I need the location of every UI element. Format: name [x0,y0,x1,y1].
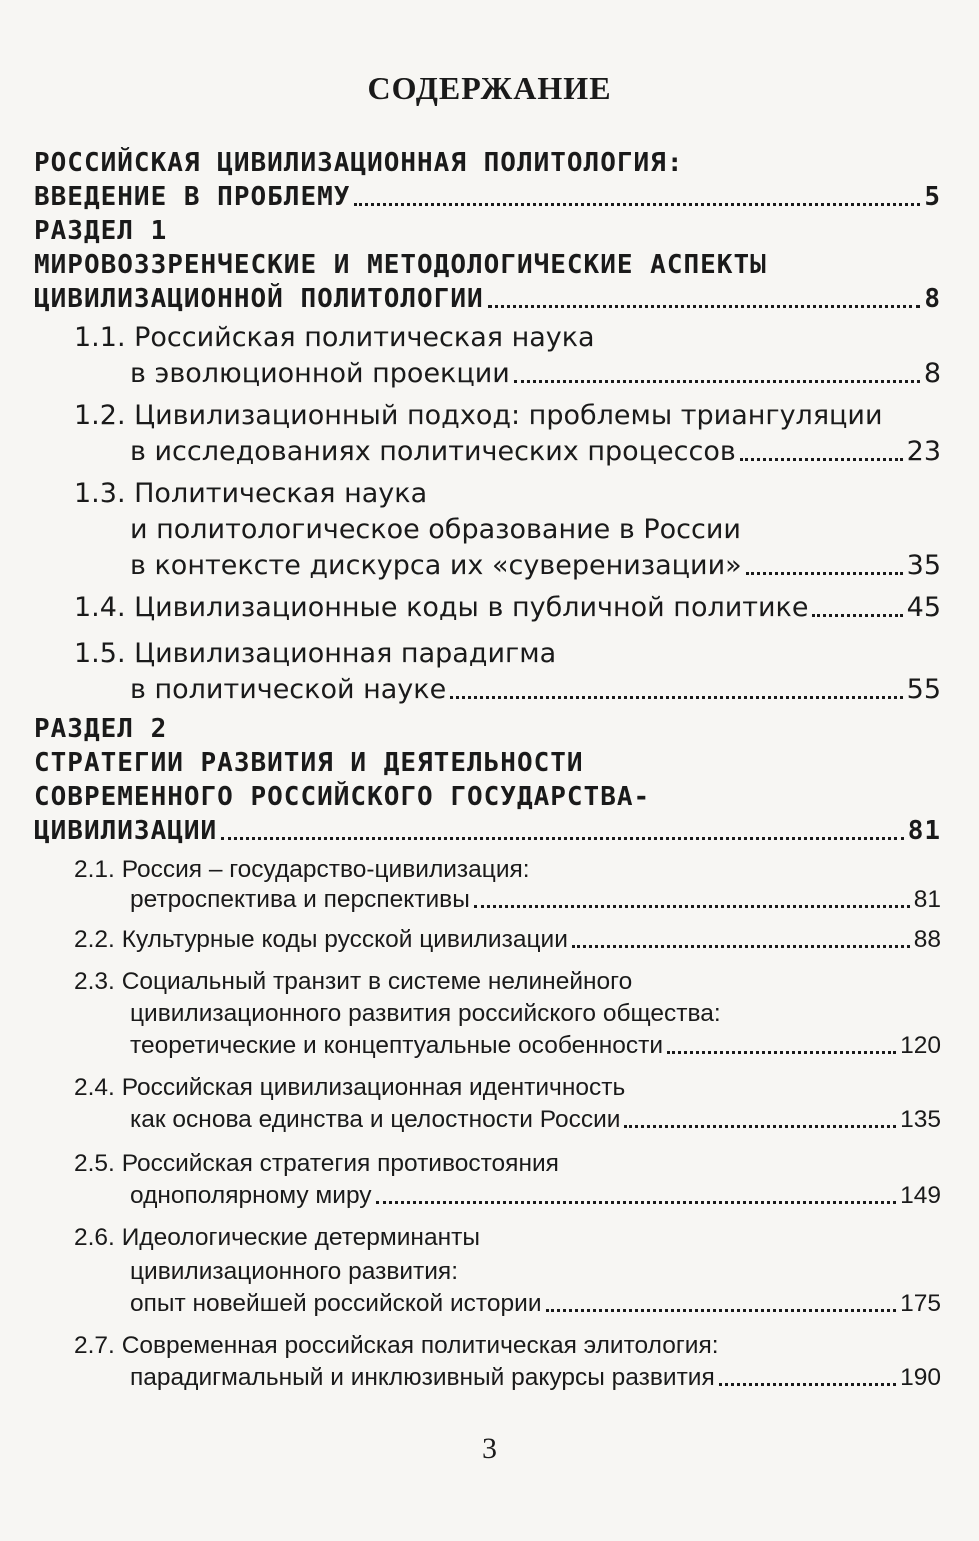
leader-dots [450,695,902,699]
leader-dots [376,1200,897,1204]
page-ref: 135 [900,1106,941,1133]
toc-item-2-6-line-3: опыт новейшей российской истории 175 [130,1290,941,1317]
toc-item-2-2: 2.2. Культурные коды русской цивилизации 88 [74,926,941,953]
page-title: СОДЕРЖАНИЕ [367,70,612,106]
toc-item-2-3-line-3: теоретические и концептуальные особенности 120 [130,1032,941,1059]
toc-item-2-7-cont: парадигмальный и инклюзивный ракурсы развития 190 [130,1364,941,1391]
page-ref: 5 [924,182,941,212]
toc-item-2-6: 2.6. Идеологические детерминанты [74,1224,480,1251]
leader-dots [719,1382,896,1386]
intro-line-2: ВВЕДЕНИЕ В ПРОБЛЕМУ 5 [34,182,941,212]
toc-item-2-5-cont: однополярному миру 149 [130,1182,941,1209]
toc-item-2-1-cont: ретроспектива и перспективы 81 [130,886,941,913]
section-1-title-line-2: ЦИВИЛИЗАЦИОННОЙ ПОЛИТОЛОГИИ 8 [34,284,941,314]
leader-dots [546,1308,897,1312]
leader-dots [488,304,921,308]
toc-item-2-5: 2.5. Российская стратегия противостояния [74,1150,559,1177]
toc-item-1-3-line-2: и политологическое образование в России [130,514,741,545]
leader-dots [624,1124,896,1128]
page-ref: 81 [913,886,941,913]
leader-dots [746,571,903,575]
page-ref: 23 [906,436,941,467]
toc-item-2-3-line-2: цивилизационного развития российского общества: [130,1000,721,1027]
toc-item-2-3: 2.3. Социальный транзит в системе нелинейного [74,968,633,995]
leader-dots [474,904,910,908]
page-ref: 120 [900,1032,941,1059]
page-ref: 88 [913,926,941,953]
toc-item-2-4: 2.4. Российская цивилизационная идентичность [74,1074,626,1101]
toc-item-1-1-cont: в эволюционной проекции 8 [130,358,941,389]
leader-dots [354,202,920,206]
toc-item-1-2: 1.2. Цивилизационный подход: проблемы триангуляции [74,400,883,431]
page-ref: 55 [906,674,941,705]
leader-dots [667,1050,896,1054]
page-number: 3 [482,1432,497,1465]
page-ref: 8 [923,358,941,389]
toc-item-2-7: 2.7. Современная российская политическая элитология: [74,1332,719,1359]
leader-dots [812,613,902,617]
toc-item-2-1: 2.1. Россия – государство-цивилизация: [74,856,530,883]
page-ref: 35 [906,550,941,581]
toc-item-1-3-line-3: в контексте дискурса их «суверенизации» 35 [130,550,941,581]
section-1-label: РАЗДЕЛ 1 [34,216,168,246]
intro-line-1: РОССИЙСКАЯ ЦИВИЛИЗАЦИОННАЯ ПОЛИТОЛОГИЯ: [34,148,684,178]
leader-dots [221,836,904,840]
toc-item-1-3: 1.3. Политическая наука [74,478,428,509]
toc-item-1-2-cont: в исследованиях политических процессов 23 [130,436,941,467]
toc-item-1-4: 1.4. Цивилизационные коды в публичной политике 45 [74,592,941,623]
page-ref: 81 [907,816,941,846]
section-2-title-line-3: ЦИВИЛИЗАЦИИ 81 [34,816,941,846]
page-ref: 8 [924,284,941,314]
section-2-title-line-2: СОВРЕМЕННОГО РОССИЙСКОГО ГОСУДАРСТВА- [34,782,651,812]
toc-item-1-5-cont: в политической науке 55 [130,674,941,705]
section-2-title-line-1: СТРАТЕГИИ РАЗВИТИЯ И ДЕЯТЕЛЬНОСТИ [34,748,584,778]
page-ref: 45 [906,592,941,623]
page-ref: 149 [900,1182,941,1209]
leader-dots [740,457,903,461]
toc-item-1-5: 1.5. Цивилизационная парадигма [74,638,557,669]
section-2-label: РАЗДЕЛ 2 [34,714,168,744]
toc-item-2-6-line-2: цивилизационного развития: [130,1258,459,1285]
toc-item-1-1: 1.1. Российская политическая наука [74,322,595,353]
toc-item-2-4-cont: как основа единства и целостности России 135 [130,1106,941,1133]
section-1-title-line-1: МИРОВОЗЗРЕНЧЕСКИЕ И МЕТОДОЛОГИЧЕСКИЕ АСПЕКТЫ [34,250,767,280]
leader-dots [514,379,920,383]
leader-dots [572,944,910,948]
page-ref: 190 [900,1364,941,1391]
page-ref: 175 [900,1290,941,1317]
